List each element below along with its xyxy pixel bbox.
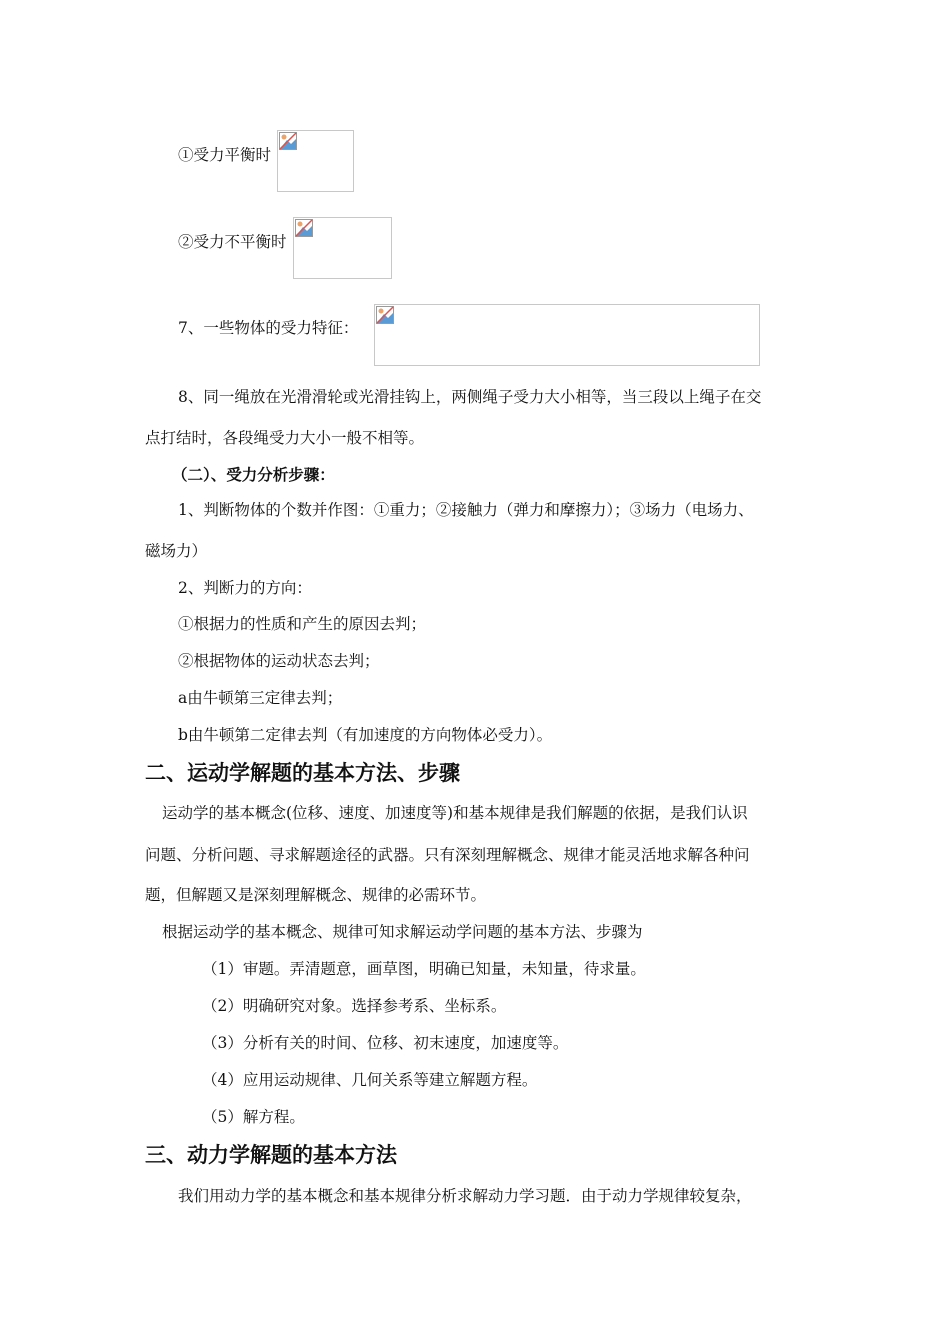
item-balanced: ①受力平衡时 bbox=[178, 146, 272, 164]
section-3-para1: 我们用动力学的基本概念和基本规律分析求解动力学习题．由于动力学规律较复杂， bbox=[178, 1187, 752, 1205]
section-2-para1-line2: 问题、分析问题、寻求解题途径的武器。只有深刻理解概念、规律才能灵活地求解各种问 bbox=[145, 846, 750, 864]
list-item: （1）审题。弄清题意，画草图，明确已知量，未知量，待求量。 bbox=[202, 960, 646, 978]
step-1-line1: 1、判断物体的个数并作图：①重力；②接触力（弹力和摩擦力）；③场力（电场力、 bbox=[178, 501, 754, 519]
list-item: （5）解方程。 bbox=[202, 1108, 305, 1126]
list-item: （4）应用运动规律、几何关系等建立解题方程。 bbox=[202, 1071, 538, 1089]
item-8-line2: 点打结时，各段绳受力大小一般不相等。 bbox=[145, 429, 425, 447]
image-placeholder bbox=[374, 304, 760, 366]
image-placeholder bbox=[277, 130, 354, 192]
step-2-b: b由牛顿第二定律去判（有加速度的方向物体必受力）。 bbox=[178, 726, 553, 744]
section-3-title: 三、动力学解题的基本方法 bbox=[145, 1143, 397, 1167]
section-2-para1-line1: 运动学的基本概念(位移、速度、加速度等)和基本规律是我们解题的依据，是我们认识 bbox=[162, 804, 748, 822]
steps-heading: （二）、受力分析步骤： bbox=[172, 465, 335, 484]
image-placeholder bbox=[293, 217, 392, 279]
list-item: （3）分析有关的时间、位移、初末速度，加速度等。 bbox=[202, 1034, 569, 1052]
item-7: 7、一些物体的受力特征： bbox=[178, 319, 359, 337]
broken-image-icon bbox=[295, 219, 313, 237]
step-2-1: ①根据力的性质和产生的原因去判； bbox=[178, 615, 427, 633]
section-2-para1-line3: 题，但解题又是深刻理解概念、规律的必需环节。 bbox=[145, 886, 487, 904]
step-2-a: a由牛顿第三定律去判； bbox=[178, 689, 343, 707]
broken-image-icon bbox=[279, 132, 297, 150]
list-item: （2）明确研究对象。选择参考系、坐标系。 bbox=[202, 997, 507, 1015]
step-1-line2: 磁场力） bbox=[145, 542, 208, 560]
item-8-line1: 8、同一绳放在光滑滑轮或光滑挂钩上，两侧绳子受力大小相等，当三段以上绳子在交 bbox=[178, 388, 762, 406]
broken-image-icon bbox=[376, 306, 394, 324]
item-unbalanced: ②受力不平衡时 bbox=[178, 233, 287, 251]
section-2-title: 二、运动学解题的基本方法、步骤 bbox=[145, 761, 460, 785]
section-2-para2: 根据运动学的基本概念、规律可知求解运动学问题的基本方法、步骤为 bbox=[162, 923, 643, 941]
step-2-2: ②根据物体的运动状态去判； bbox=[178, 652, 380, 670]
step-2: 2、判断力的方向： bbox=[178, 579, 312, 597]
